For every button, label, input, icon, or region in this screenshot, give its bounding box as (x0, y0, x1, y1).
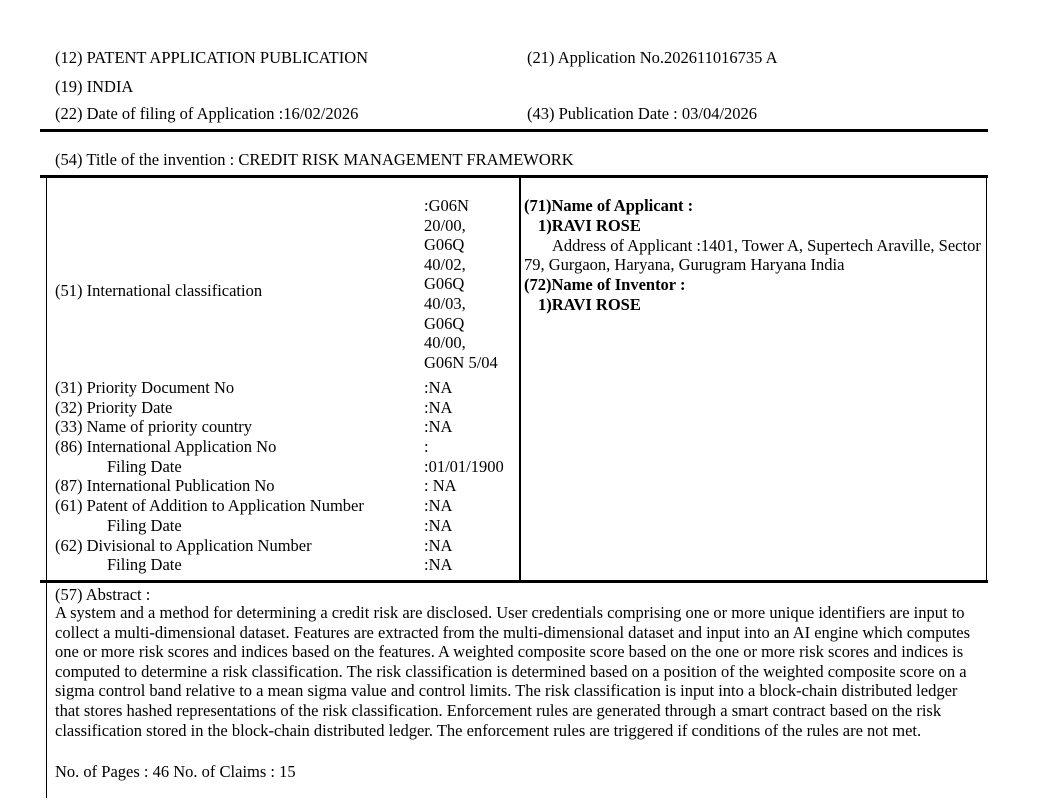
field-label: (32) Priority Date (55, 397, 173, 417)
field-label: (86) International Application No (55, 437, 277, 457)
table-row (55, 496, 525, 516)
field-label: (62) Divisional to Application Number (55, 535, 312, 555)
field-value: : (424, 437, 429, 457)
field-value: :NA (424, 555, 453, 575)
classification-code-line: :G06N (424, 196, 469, 215)
application-number-line: (21) Application No.202611016735 A (527, 48, 778, 67)
classification-code-line: 20/00, (424, 215, 466, 235)
classification-code-line: G06N 5/04 (424, 352, 498, 372)
field-label: (31) Priority Document No (55, 378, 235, 397)
classification-code-line: G06Q (424, 274, 465, 294)
classification-code-line: G06Q (424, 235, 465, 255)
invention-title-line: (54) Title of the invention : CREDIT RISK MANAGEMENT FRAMEWORK (55, 150, 574, 169)
field-value: :NA (424, 496, 453, 516)
classification-code-line: 40/00, (424, 333, 466, 353)
field-label: Filing Date (107, 456, 182, 476)
divider-below-header (40, 129, 988, 132)
field-value: :NA (424, 515, 453, 535)
classification-codes (424, 196, 519, 372)
applicant-heading: (71)Name of Applicant : (524, 196, 694, 215)
table-row (55, 555, 525, 575)
table-row (55, 516, 525, 536)
field-value: :NA (424, 378, 453, 397)
inventor-heading: (72)Name of Inventor : (524, 275, 686, 295)
table-row (55, 378, 525, 398)
field-label: (61) Patent of Addition to Application Number (55, 496, 364, 516)
applicant-address: Address of Applicant :1401, Tower A, Supertech Araville, Sector 79, Gurgaon, Haryana, Gurugram Haryana India (524, 235, 981, 275)
applicant-inventor-block (524, 196, 986, 315)
table-left-border (46, 178, 47, 580)
classification-code-line: 40/02, (424, 254, 466, 274)
table-right-border (986, 178, 987, 580)
bibliographic-field-list (55, 378, 525, 575)
field-value: :NA (424, 417, 453, 437)
divider-below-title (40, 175, 988, 178)
table-row (55, 437, 525, 457)
publication-kind-line: (12) PATENT APPLICATION PUBLICATION (55, 48, 369, 67)
table-row (55, 476, 525, 496)
field-label: Filing Date (107, 515, 182, 535)
inventor-name: 1)RAVI ROSE (538, 294, 641, 314)
abstract-left-border (46, 583, 47, 798)
abstract-heading: (57) Abstract : (55, 585, 151, 604)
classification-code-line: G06Q (424, 313, 465, 333)
publication-date-line: (43) Publication Date : 03/04/2026 (527, 104, 758, 123)
field-label: (87) International Publication No (55, 476, 275, 496)
table-row (55, 417, 525, 437)
classification-code-line: 40/03, (424, 293, 466, 313)
field-label: (33) Name of priority country (55, 417, 253, 437)
field-value: : NA (424, 476, 457, 496)
table-row (55, 536, 525, 556)
table-row (55, 398, 525, 418)
field-label: Filing Date (107, 555, 182, 575)
filing-date-line: (22) Date of filing of Application :16/02/2026 (55, 104, 359, 123)
applicant-name: 1)RAVI ROSE (538, 215, 641, 235)
field-value: :NA (424, 535, 453, 555)
country-line: (19) INDIA (55, 77, 134, 96)
abstract-text: A system and a method for determining a credit risk are disclosed. User credentials comprising one or more unique identifiers are input to collect a multi-dimensional dataset. Features are extracted from the multi-dimensional dataset and input into an AI engine which computes one or more risk scores and indices based on the features. A weighted composite score based on the one or more risk scores and indices is computed to determine a risk classification. The risk classification is determined based on a position of the weighted composite score on a sigma control band relative to a mean sigma value and control limits. The risk classification is input into a block-chain distributed ledger that stores hashed representations of the risk classification. Enforcement rules are generated through a smart contract based on the risk classification stored in the block-chain distributed ledger. The enforcement rules are triggered if conditions of the rules are not met. (55, 603, 971, 740)
field-value: :NA (424, 397, 453, 417)
classification-label: (51) International classification (55, 281, 263, 300)
table-row (55, 457, 525, 477)
divider-above-abstract (40, 580, 988, 583)
page-and-claim-counts: No. of Pages : 46 No. of Claims : 15 (55, 762, 296, 781)
field-value: :01/01/1900 (424, 456, 504, 476)
